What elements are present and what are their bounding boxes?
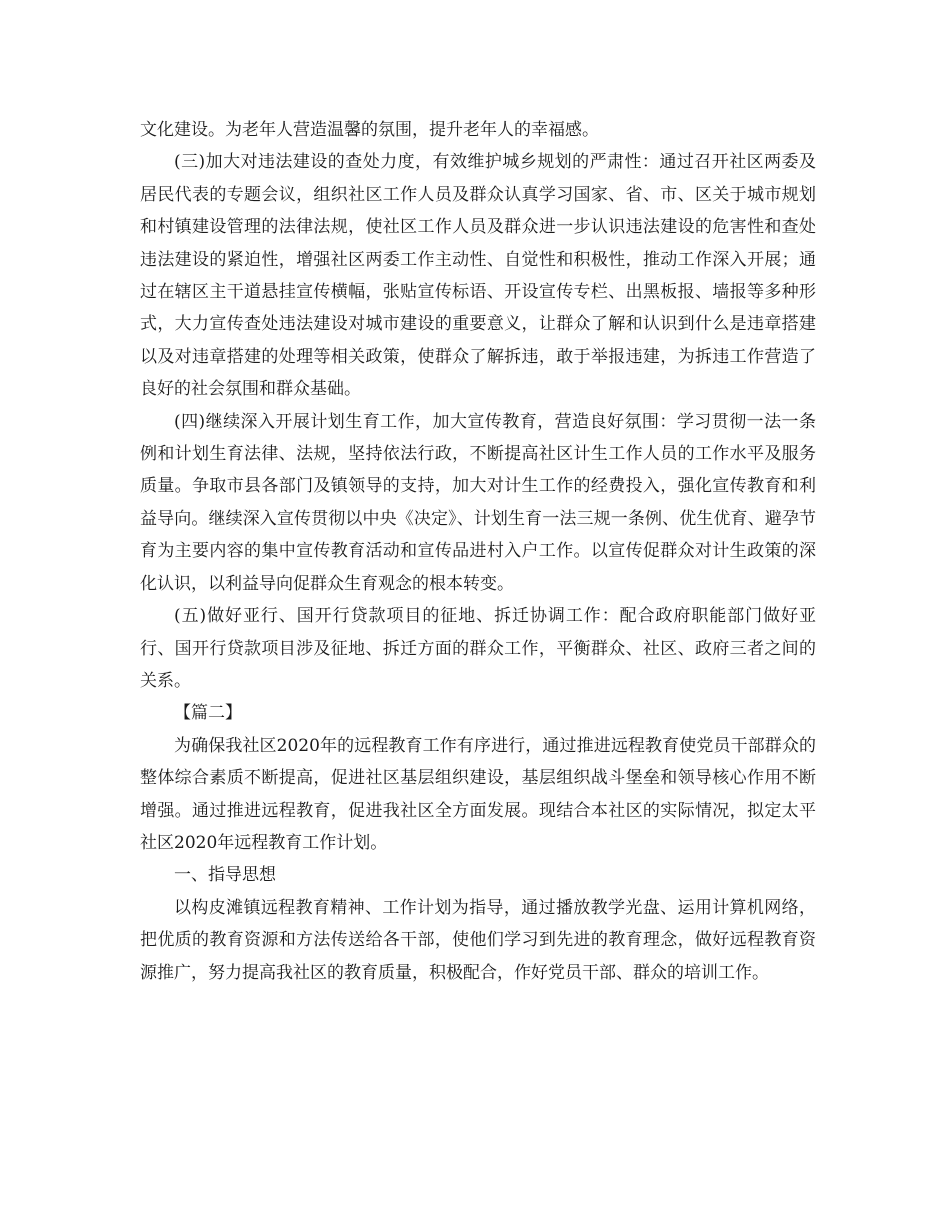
part-two-heading: 【篇二】 [174, 703, 242, 724]
paragraph-intro: 为确保我社区2020年的远程教育工作有序进行，通过推进远程教育使党员干部群众的整体综合素质不断提高，促进社区基层组织建设，基层组织战斗堡垒和领导核心作用不断增强。通过推进远程教育，促进我社区全方面发展。现结合本社区的实际情况，拟定太平社区2020年远程教育工作计划。 [140, 735, 816, 853]
paragraph-section-3: (三)加大对违法建设的查处力度，有效维护城乡规划的严肃性：通过召开社区两委及居民代表的专题会议，组织社区工作人员及群众认真学习国家、省、市、区关于城市规划和村镇建设管理的法律法规，使社区工作人员及群众进一步认识违法建设的危害性和查处违法建设的紧迫性，增强社区两委工作主动性、自觉性和积极性，推动工作深入开展；通过在辖区主干道悬挂宣传横幅，张贴宣传标语、开设宣传专栏、出黑板报、墙报等多种形式，大力宣传查处违法建设对城市建设的重要意义，让群众了解和认识到什么是违章搭建以及对违章搭建的处理等相关政策，使群众了解拆违，敢于举报违建，为拆违工作营造了良好的社会氛围和群众基础。 [140, 152, 816, 400]
document-page [140, 114, 816, 989]
paragraph-section-5: (五)做好亚行、国开行贷款项目的征地、拆迁协调工作：配合政府职能部门做好亚行、国开行贷款项目涉及征地、拆迁方面的群众工作，平衡群众、社区、政府三者之间的关系。 [140, 606, 816, 691]
paragraph-continuation: 文化建设。为老年人营造温馨的氛围，提升老年人的幸福感。 [140, 120, 599, 140]
section-heading-guiding-thought: 一、指导思想 [174, 865, 276, 886]
paragraph-section-4: (四)继续深入开展计划生育工作，加大宣传教育，营造良好氛围：学习贯彻一法一条例和计划生育法律、法规，坚持依法行政，不断提高社区计生工作人员的工作水平及服务质量。争取市县各部门及镇领导的支持，加大对计生工作的经费投入，强化宣传教育和利益导向。继续深入宣传贯彻以中央《决定》、计划生育一法三规一条例、优生优育、避孕节育为主要内容的集中宣传教育活动和宣传品进村入户工作。以宣传促群众对计生政策的深化认识，以利益导向促群众生育观念的根本转变。 [140, 411, 816, 594]
paragraph-guiding-thought: 以构皮滩镇远程教育精神、工作计划为指导，通过播放教学光盘、运用计算机网络，把优质的教育资源和方法传送给各干部，使他们学习到先进的教育理念，做好远程教育资源推广，努力提高我社区的教育质量，积极配合，作好党员干部、群众的培训工作。 [140, 897, 816, 983]
